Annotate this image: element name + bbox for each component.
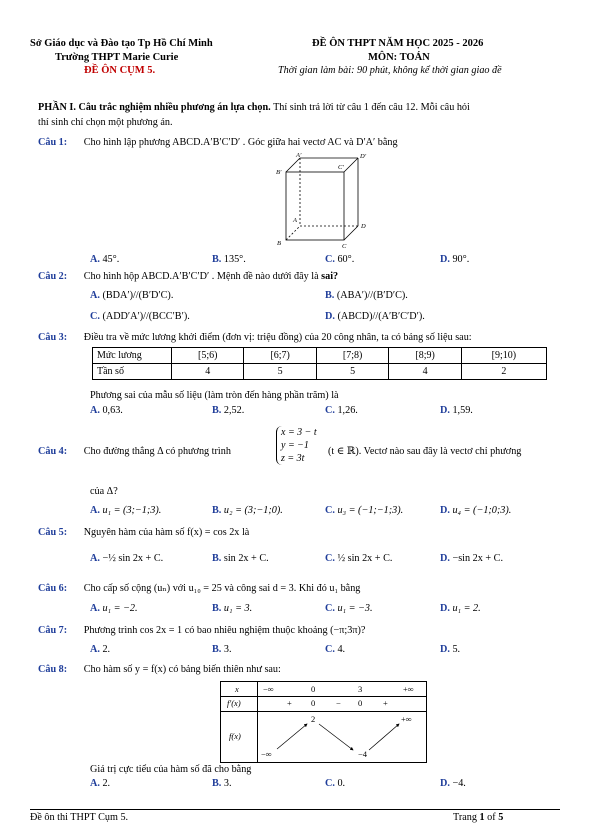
system-line: z = 3t — [281, 453, 305, 464]
option-letter: D. — [440, 254, 450, 265]
q2-option-c[interactable] — [90, 311, 190, 322]
option-letter: A. — [90, 644, 100, 655]
q4-option-b[interactable] — [212, 505, 283, 516]
option-text: u₁ = (3;−1;3). — [102, 505, 162, 516]
option-letter: B. — [325, 290, 335, 301]
footer-page-prefix: Trang — [453, 812, 480, 823]
q7-option-c[interactable] — [325, 644, 345, 655]
option-letter: C. — [325, 778, 335, 789]
q4-text-2: của Δ? — [90, 486, 118, 497]
option-text: u₂ = (3;−1;0). — [223, 505, 283, 516]
option-letter: A. — [90, 405, 100, 416]
question-text: Cho hình lập phương ABCD.A′B′C′D′ . Góc giữa hai vectơ AC và D′A′ bằng — [83, 137, 398, 148]
q3-option-a[interactable] — [90, 405, 123, 416]
q8-option-d[interactable] — [440, 778, 466, 789]
option-letter: D. — [440, 603, 450, 614]
option-text: −4. — [452, 778, 466, 789]
bbt-f-value: −∞ — [261, 749, 272, 759]
header-subject: MÔN: TOÁN — [368, 52, 430, 63]
question-text: Nguyên hàm của hàm số f(x) = cos 2x là — [83, 527, 250, 538]
q2-option-a[interactable] — [90, 290, 173, 301]
option-letter: D. — [440, 405, 450, 416]
header-exam-code: ĐỀ ÔN CỤM 5. — [84, 65, 156, 76]
question-2 — [38, 271, 338, 282]
option-letter: D. — [440, 644, 450, 655]
q5-option-a[interactable] — [90, 553, 163, 564]
bbt-x-value: 0 — [311, 684, 316, 694]
option-letter: C. — [325, 505, 335, 516]
option-text: 3. — [223, 778, 232, 789]
question-text-post: (t ∈ ℝ). Vectơ nào sau đây là vectơ chỉ phương — [328, 446, 522, 457]
q6-option-a[interactable] — [90, 603, 138, 614]
system-line: y = −1 — [281, 440, 309, 451]
header-time: Thời gian làm bài: 90 phút, không kể thời gian giao đề — [278, 65, 502, 76]
option-text: ½ sin 2x + C. — [337, 553, 393, 564]
option-letter: D. — [325, 311, 335, 322]
footer-page-number — [453, 812, 503, 823]
question-label: Câu 7: — [38, 625, 68, 636]
option-text: 1,26. — [337, 405, 358, 416]
bbt-x-value: 3 — [358, 684, 363, 694]
table-row — [93, 348, 547, 364]
option-letter: D. — [440, 505, 450, 516]
option-letter: B. — [212, 505, 222, 516]
option-text: −sin 2x + C. — [452, 553, 504, 564]
table-cell: 2 — [461, 364, 546, 380]
q3-option-d[interactable] — [440, 405, 473, 416]
question-label: Câu 4: — [38, 446, 68, 457]
option-text: (ADD′A′)//(BCC′B′). — [102, 311, 190, 322]
bbt-sign: 0 — [358, 698, 363, 708]
option-text: 2,52. — [223, 405, 245, 416]
table-cell: 4 — [389, 364, 461, 380]
bbt-f-label: f(x) — [229, 731, 241, 741]
frequency-table — [92, 347, 547, 380]
question-label: Câu 6: — [38, 583, 68, 594]
question-label: Câu 5: — [38, 527, 68, 538]
option-text: 135°. — [223, 254, 246, 265]
option-text: 45°. — [102, 254, 120, 265]
vertex-label: A — [293, 217, 297, 224]
option-text: 4. — [337, 644, 346, 655]
q6-option-b[interactable] — [212, 603, 252, 614]
q6-option-d[interactable] — [440, 603, 481, 614]
option-text: 60°. — [337, 254, 355, 265]
option-letter: A. — [90, 778, 100, 789]
table-cell: [8;9) — [389, 348, 461, 364]
q6-option-c[interactable] — [325, 603, 373, 614]
footer-divider — [30, 809, 560, 810]
table-cell: 4 — [172, 364, 244, 380]
option-letter: C. — [325, 405, 335, 416]
table-cell: [7;8) — [316, 348, 388, 364]
option-text: sin 2x + C. — [223, 553, 269, 564]
q2-option-d[interactable] — [325, 311, 425, 322]
option-letter: B. — [212, 553, 222, 564]
q8-text-2: Giá trị cực tiểu của hàm số đã cho bằng — [90, 764, 252, 775]
table-cell: [5;6) — [172, 348, 244, 364]
header-school-name: Trường THPT Marie Curie — [55, 52, 179, 63]
bbt-f-value: +∞ — [401, 714, 412, 724]
bbt-f-value: −4 — [358, 749, 368, 759]
q4-option-c[interactable] — [325, 505, 403, 516]
question-6 — [38, 583, 360, 594]
option-text: u₄ = (−1;0;3). — [452, 505, 512, 516]
q3-option-b[interactable] — [212, 405, 244, 416]
parametric-system — [276, 426, 317, 465]
question-label: Câu 3: — [38, 332, 68, 343]
table-cell: Mức lương — [93, 348, 172, 364]
q5-option-d[interactable] — [440, 553, 503, 564]
question-label: Câu 1: — [38, 137, 68, 148]
bbt-sign: + — [287, 698, 292, 708]
header-exam-title: ĐỀ ÔN THPT NĂM HỌC 2025 - 2026 — [312, 38, 484, 49]
option-letter: A. — [90, 603, 100, 614]
option-letter: C. — [325, 603, 335, 614]
footer-page-total: 5 — [498, 812, 504, 823]
part-desc: Thí sinh trả lời từ câu 1 đến câu 12. Mỗi câu hỏi — [270, 102, 470, 113]
option-text: u₁ = −2. — [102, 603, 138, 614]
cube-figure — [268, 150, 378, 250]
q5-option-b[interactable] — [212, 553, 269, 564]
q7-option-b[interactable] — [212, 644, 232, 655]
option-text: 2. — [102, 644, 111, 655]
vertex-label: D — [361, 223, 366, 230]
q8-option-a[interactable] — [90, 778, 110, 789]
vertex-label: C′ — [338, 164, 344, 171]
q4-option-d[interactable] — [440, 505, 511, 516]
q1-option-b[interactable] — [212, 254, 246, 265]
bbt-fprime-label: f′(x) — [227, 698, 241, 708]
table-row — [93, 364, 547, 380]
footer-page-current: 1 — [479, 812, 485, 823]
vertex-label: C — [342, 243, 347, 250]
option-letter: A. — [90, 505, 100, 516]
bbt-x-value: −∞ — [263, 684, 274, 694]
option-text: 5. — [452, 644, 461, 655]
q8-option-b[interactable] — [212, 778, 232, 789]
bbt-sign: 0 — [311, 698, 316, 708]
option-letter: C. — [325, 644, 335, 655]
question-text: Điều tra về mức lương khởi điểm (đơn vị: triệu đồng) của 20 công nhân, ta có bảng số liệu sau: — [83, 332, 472, 343]
option-letter: C. — [325, 553, 335, 564]
vertex-label: D′ — [360, 153, 367, 160]
option-text: 3. — [223, 644, 232, 655]
system-line: x = 3 − t — [281, 427, 317, 438]
q1-option-d[interactable] — [440, 254, 469, 265]
option-text: u₁ = 2. — [452, 603, 481, 614]
option-letter: C. — [90, 311, 100, 322]
option-letter: A. — [90, 553, 100, 564]
option-text: 2. — [102, 778, 111, 789]
question-text: Cho hàm số y = f(x) có bảng biến thiên như sau: — [83, 664, 281, 675]
bbt-sign: − — [336, 698, 341, 708]
part-title: PHẦN I. Câu trắc nghiệm nhiều phương án lựa chọn. — [38, 102, 271, 113]
option-letter: A. — [90, 254, 100, 265]
option-text: u₃ = (−1;−1;3). — [337, 505, 404, 516]
option-letter: B. — [212, 405, 222, 416]
question-label: Câu 8: — [38, 664, 68, 675]
option-letter: B. — [212, 254, 222, 265]
question-7 — [38, 625, 365, 636]
question-4 — [38, 446, 231, 457]
question-label: Câu 2: — [38, 271, 68, 282]
variation-table — [220, 681, 427, 763]
option-letter: B. — [212, 644, 222, 655]
question-text: Cho đường thẳng Δ có phương trình — [83, 446, 231, 457]
vertex-label: A′ — [296, 152, 302, 159]
q1-option-a[interactable] — [90, 254, 119, 265]
option-letter: C. — [325, 254, 335, 265]
vertex-label: B′ — [276, 169, 282, 176]
question-8 — [38, 664, 281, 675]
vertex-label: B — [277, 240, 281, 247]
bbt-sign: + — [383, 698, 388, 708]
header-school-dept: Sở Giáo dục và Đào tạo Tp Hồ Chí Minh — [30, 38, 213, 49]
question-emphasis: sai? — [321, 271, 339, 282]
option-letter: A. — [90, 290, 100, 301]
option-text: (BDA′)//(B′D′C). — [102, 290, 174, 301]
q7-option-d[interactable] — [440, 644, 460, 655]
table-cell: 5 — [244, 364, 316, 380]
question-3 — [38, 332, 472, 343]
bbt-x-label: x — [235, 684, 239, 694]
q3-text-2: Phương sai của mẫu số liệu (làm tròn đến hàng phần trăm) là — [90, 390, 339, 401]
bbt-f-value: 2 — [311, 714, 316, 724]
option-letter: D. — [440, 553, 450, 564]
part-title-line — [38, 102, 470, 113]
option-text: 0,63. — [102, 405, 123, 416]
option-text: (ABCD)//(A′B′C′D′). — [337, 311, 425, 322]
table-cell: Tần số — [93, 364, 172, 380]
bbt-arrows — [221, 682, 426, 762]
question-text: Phương trình cos 2x = 1 có bao nhiêu nghiệm thuộc khoảng (−π;3π)? — [83, 625, 366, 636]
option-letter: B. — [212, 778, 222, 789]
option-text: u₁ = 3. — [223, 603, 253, 614]
q8-option-c[interactable] — [325, 778, 345, 789]
table-cell: 5 — [316, 364, 388, 380]
option-text: −½ sin 2x + C. — [102, 553, 164, 564]
question-1 — [38, 137, 398, 148]
q1-option-c[interactable] — [325, 254, 354, 265]
option-text: 0. — [337, 778, 346, 789]
q5-option-c[interactable] — [325, 553, 392, 564]
option-text: 1,59. — [452, 405, 473, 416]
table-cell: [6;7) — [244, 348, 316, 364]
bbt-x-value: +∞ — [403, 684, 414, 694]
footer-left: Đề ôn thi THPT Cụm 5. — [30, 812, 129, 823]
table-cell: [9;10) — [461, 348, 546, 364]
option-text: 90°. — [452, 254, 470, 265]
option-letter: D. — [440, 778, 450, 789]
question-5 — [38, 527, 249, 538]
q3-option-c[interactable] — [325, 405, 358, 416]
part-desc-2: thí sinh chỉ chọn một phương án. — [38, 117, 173, 128]
footer-page-of: of — [484, 812, 499, 823]
option-letter: B. — [212, 603, 222, 614]
option-text: u₁ = −3. — [337, 603, 373, 614]
q2-option-b[interactable] — [325, 290, 408, 301]
q7-option-a[interactable] — [90, 644, 110, 655]
option-text: (ABA′)//(B′D′C). — [336, 290, 408, 301]
question-text: Cho hình hộp ABCD.A′B′C′D′ . Mệnh đề nào dưới đây là — [83, 271, 322, 282]
question-text: Cho cấp số cộng (uₙ) với u₁₀ = 25 và công sai d = 3. Khi đó u₁ bằng — [83, 583, 361, 594]
q4-option-a[interactable] — [90, 505, 161, 516]
